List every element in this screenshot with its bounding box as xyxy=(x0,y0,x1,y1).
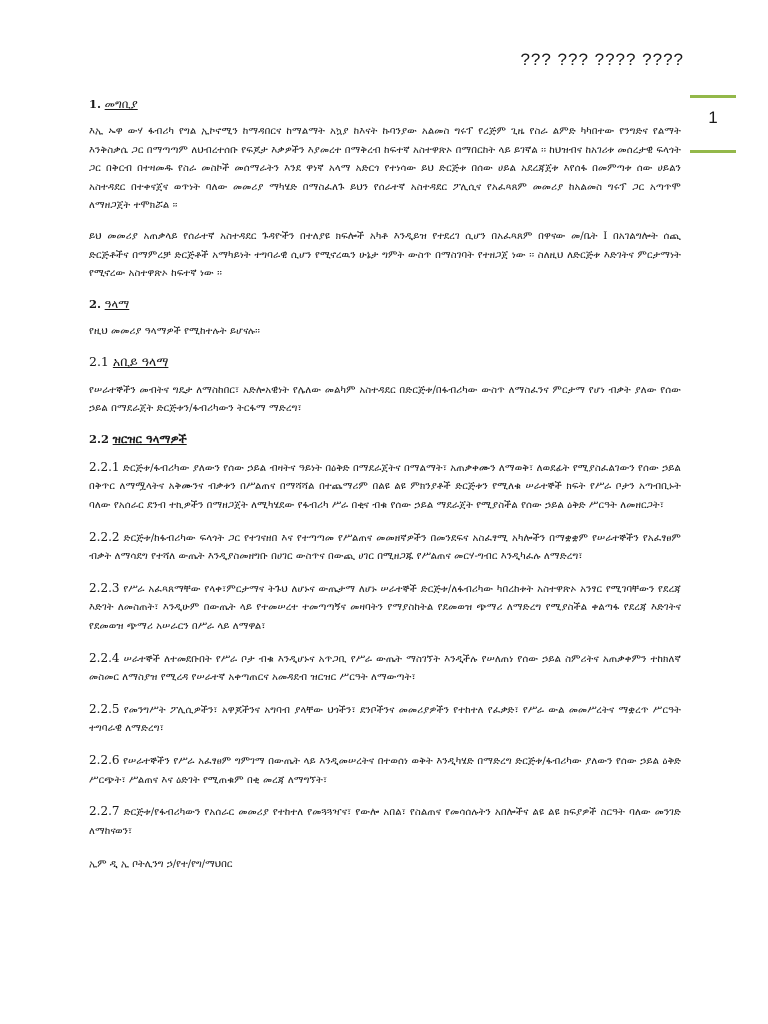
item-text: ድርጅቱ/ከፋብሪካው ፍላጎት ጋር የተገናዘበ እና የተጣጣመ የሥልጠና መመዘኛዎችን በመንደፍና አስፈፃሚ አካሎችን በማቋቋም የሠራተኞችን የአፈፃፀም ብቃት ለማሳደግ የተሻለ ውጤት እንዲያስመዘግቡ በሀገር ውስጥና በውጪ ሀገር በሚዘጋጁ የሥልጠና መርሃ-ግብር እንዲካፈሉ ለማድረግ፣ xyxy=(89,532,681,563)
item-number: 2.2.3 xyxy=(89,580,120,595)
section-1-paragraph-1: እኢ ኡዋ ውሃ ፋብሪካ የግል ኢኮኖሚን ከማዳበርና ከማልማት አኳያ ከእናት ኩባንያው አልመስ ግሩፕ የረጅም ጊዜ የስራ ልምድ ካካበተው የንግድና የልማት እንቅስቃሴ ጋር በማጣጣም ለህብረተሰቡ የፍጆታ እቃዎችን እያመረተ በማቅረብ ከፍተኛ አስተዋጽኦ በማበርከት ላይ ይገኛል ፡፡ ከህዝብና ከአገሪቱ መሰረታዊ ፍላጎት ጋር በቅርብ በተዛመዱ የስራ መስኮች መሰማራትን እንደ ዋነኛ አላማ አድርጎ የተነሳው ይህ ድርጅቱ በሰው ሀይል አደረጃጀቱ እየሰፋ በመምጣቱ ሰው ሀይልን አስተዳደር በተቀናጀና ወጥነት ባለው መመሪያ ማካሄድ በማስፈለጉ ይህን የሰራተኛ አስተዳደር ፖሊሲና የአፈጻጸም መመሪያ ከአልመስ ግሩፕ ጋር አጣጥሞ ለማዘጋጀት ተሞክሯል ፡፡ xyxy=(89,126,681,212)
list-item xyxy=(89,700,681,739)
item-number: 2.2.1 xyxy=(89,459,120,474)
item-number: 2.2.4 xyxy=(89,650,120,665)
section-2-number: 2. xyxy=(89,296,102,311)
list-item xyxy=(89,649,681,688)
section-2-2-heading xyxy=(89,431,681,447)
section-2-2-number: 2.2 xyxy=(89,431,110,446)
page-number-top-rule xyxy=(690,95,736,98)
list-item xyxy=(89,579,681,637)
item-number: 2.2.6 xyxy=(89,752,120,767)
header-title: ??? ??? ???? ???? xyxy=(520,50,684,69)
item-number: 2.2.5 xyxy=(89,701,120,716)
footer-text: ኢም ዲ ኢ ቦትሊንግ ኃ/የተ/የግ/ማህበር xyxy=(89,859,233,871)
section-2-2-title: ዝርዝር ዓላማዎች xyxy=(112,431,187,446)
list-item xyxy=(89,528,681,567)
section-2-intro: የዚህ መመሪያ ዓላማዎች የሚከተሉት ይሆናሉ፡፡ xyxy=(89,325,260,337)
list-item xyxy=(89,458,681,516)
section-2-1-heading xyxy=(89,354,681,370)
item-text: የመንግሥት ፖሊሲዎችን፣ አዋጆችንና አግባብ ያላቸው ህጎችን፣ ደንቦችንና መመሪያዎችን የተከተለ የፈቃድ፣ የሥራ ውል መመሥረትና ማቋረጥ ሥርዓት ተግባራዊ ለማድረግ፣ xyxy=(89,704,681,735)
page-number: 1 xyxy=(708,108,718,127)
item-number: 2.2.7 xyxy=(89,804,120,819)
item-text: ድርጅቱ/ፋብሪካው ያለውን የሰው ኃይል ብዛትና ዓይነት በዕቅድ በማደራጀትና በማልማት፣ አጠቃቀሙን ለማወቅ፣ ለወደፊት የሚያስፈልገውን የሰው ኃይል በቅጥር ለማሟላትና አቅሙንና ብቃቱን በሥልጠና በማሻሻል በተጨማሪም በልዩ ልዩ ምክንያቶች ድርጅቱን የሚለቁ ሠራተኞች ክፍት የሥራ ቦታን አጣብቢኑት ባለው የአሰራር ደንብ ተኪዎችን በማዘጋጀት ለሚካሄደው የፋብሪካ ሥራ በቂና ብቁ የሰው ኃይል ማደራጀት የሚያስችል የሰው ኃይል ዕቅድ ሥርዓት ለመዘርጋት፣ xyxy=(89,462,681,511)
section-2-title: ዓላማ xyxy=(104,296,130,311)
section-2-heading xyxy=(89,296,681,312)
item-text: የሠራተኞችን የሥራ አፈፃፀም ግምገማ በውጤት ላይ እንዲመሠረትና በተወሰነ ወቅት እንዲካሄድ በማድረግ ድርጅቱ/ፋብሪካው ያለውን የሰው ኃይል ዕቅድ ሥርጭት፣ ሥልጠና እና ዕድገት የሚጠቁም በቂ መረጃ ለማግኘት፣ xyxy=(89,755,682,786)
section-2-1-title: አቢይ ዓላማ xyxy=(112,353,169,369)
list-item xyxy=(89,802,681,841)
section-2-1-text: የሠራተኞችን መብትና ግዴታ ለማስከበር፣ አድሎአዊነት የሌለው መልካም አስተዳደር በድርጅቱ/በፋብሪካው ውስጥ ለማስፈንና ምርታማ የሆነ ብቃት ያለው የሰው ኃይል በማደራጀት ድርጅቱን/ፋብሪካውን ትርፋማ ማድረግ፣ xyxy=(89,384,681,415)
page-number-bottom-rule xyxy=(690,150,736,153)
document-body xyxy=(89,96,681,870)
section-1-heading xyxy=(89,96,681,112)
section-2-1-number: 2.1 xyxy=(89,353,109,369)
item-number: 2.2.2 xyxy=(89,529,120,544)
list-item xyxy=(89,751,681,790)
section-1-number: 1. xyxy=(89,97,102,111)
item-text: የሥራ አፈጻጸማቸው የላቀ፣ምርታማና ትጉህ ለሆኑና ውጤታማ ለሆኑ ሠራተኞች ድርጅቱ/ለፋብሪካው ካበረከቱት አስተዋጽኦ አንፃር የሚገባቸውን የደረጃ እድገት ለመስጠት፣ እንዲሁም በውጤት ላይ የተመሠረተ ተመጣጣኝና መዛባትን የማያስከትል የደመወዝ ጭማሪ ለማድረግ የሚያስችል ቀልጣፋ የደረጃ እድገትና የደመወዝ ጭማሪ አሠራርን በሥራ ላይ ለማዋል፣ xyxy=(89,583,681,632)
item-text: ድርጅቱ/የፋብሪካውን የአሰራር መመሪያ የተከተለ የመጓጓዣና፣ የውሎ አበል፣ የስልጠና የመሳሰሉትን አበሎችና ልዩ ልዩ ክፍያዎች ስርዓት ባለው መንገድ ለማከናወን፣ xyxy=(89,807,681,837)
section-1-title: መግቢያ xyxy=(104,97,138,111)
item-text: ሠራተኞች ለተመደቡበት የሥራ ቦታ ብቁ እንዲሆኑና አጥጋቢ የሥራ ውጤት ማስገኘት እንዲችሉ የሠለጠነ የሰው ኃይል ስምሪትና አጠቃቀምን ተከክለኛ መስመር ለማስያዝ የሚረዳ የሠራተኛ አቀጣጠርና አመዳደብ ዝርዝር ሥርዓት ለማውጣት፣ xyxy=(89,653,681,684)
section-1-paragraph-2: ይህ መመሪያ አጠቃላይ የሰራተኛ አስተዳደር ጉዳዮችን በተለያዩ ክፍሎች አካቶ እንዲይዝ የተደረገ ሲሆን በአፈጻጸም በዋናው መ/ቤት I በአገልግሎት ሰጪ ድርጅቶችና በማምረቻ ድርጅቶች አማካይነት ተግባራዊ ሲሆን የሚኖረዉን ሁኔታ ግምት ውስጥ በማስገባት የተዘጋጀ ነው ፡፡ ስለዚህ ለድርጅቱ እድገትና ምርታማነት የሚኖረው አስተዋጽኦ ከፍተኛ ነው ፡፡ xyxy=(89,231,681,280)
